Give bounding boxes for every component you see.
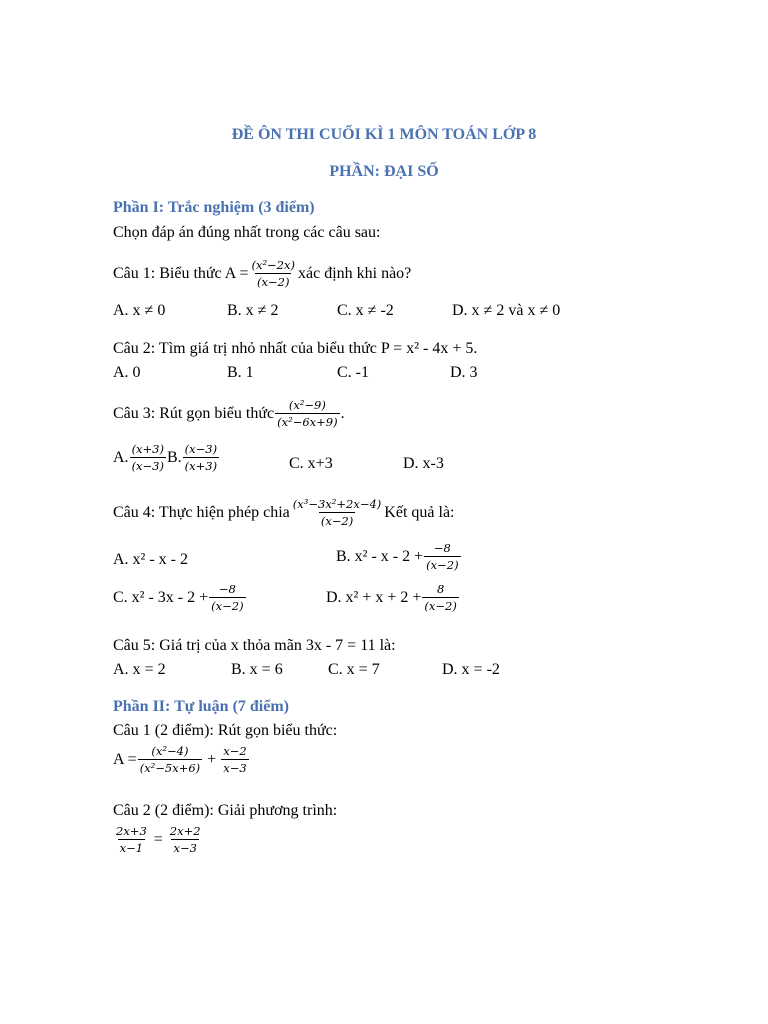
fraction-numerator: (x²−9) <box>288 398 326 412</box>
fraction-numerator: (x²−4) <box>151 744 189 758</box>
equation-fraction-2 <box>168 824 203 856</box>
fraction-numerator: 2x+2 <box>169 824 201 838</box>
q3-option-d: D. x-3 <box>403 455 444 472</box>
q4-option-d-text: D. x² + x + 2 + <box>326 588 422 606</box>
fraction-denominator: x−1 <box>119 841 144 856</box>
expression-fraction-1 <box>138 744 202 776</box>
fraction-numerator: (x³−3x²+2x−4) <box>292 497 382 511</box>
question-3 <box>113 398 345 430</box>
expression-prefix: A = <box>113 750 137 768</box>
question-4-suffix: Kết quả là: <box>384 503 455 521</box>
q4-option-b-fraction <box>424 541 460 573</box>
fraction-denominator: x−3 <box>223 761 247 776</box>
question-4-prefix: Câu 4: Thực hiện phép chia <box>113 503 290 521</box>
expression-fraction-2 <box>221 744 248 776</box>
fraction-numerator: 2x+3 <box>116 824 147 838</box>
question-3-fraction <box>275 398 339 430</box>
essay-question-2-equation <box>113 824 204 856</box>
q4-option-b-text: B. x² - x - 2 + <box>336 547 424 565</box>
q5-option-d: D. x = -2 <box>442 661 500 678</box>
question-1-fraction <box>249 258 297 290</box>
document-title: ĐỀ ÔN THI CUỐI KÌ 1 MÔN TOÁN LỚP 8 <box>231 126 537 143</box>
fraction-denominator: (x²−6x+9) <box>277 415 338 430</box>
q3-option-b-fraction <box>183 442 219 474</box>
q4-option-a: A. x² - x - 2 <box>113 551 189 568</box>
fraction-denominator: (x−2) <box>320 514 354 529</box>
question-4 <box>113 497 455 529</box>
q2-option-b: B. 1 <box>227 364 254 381</box>
q3-option-ab <box>113 442 220 474</box>
fraction-numerator: 8 <box>436 582 445 596</box>
q2-option-a: A. 0 <box>113 364 141 381</box>
q4-option-c-text: C. x² - 3x - 2 + <box>113 588 209 606</box>
q1-option-d: D. x ≠ 2 và x ≠ 0 <box>452 302 561 319</box>
fraction-numerator: x−2 <box>223 744 247 758</box>
q3-option-a-label: A. <box>113 448 129 466</box>
fraction-numerator: (x+3) <box>131 442 164 456</box>
q1-option-a: A. x ≠ 0 <box>113 302 166 319</box>
essay-question-1: Câu 1 (2 điểm): Rút gọn biểu thức: <box>113 722 338 739</box>
q2-option-c: C. -1 <box>337 364 369 381</box>
fraction-denominator: x−3 <box>173 841 197 856</box>
essay-question-1-expression <box>113 744 250 776</box>
fraction-numerator: (x−3) <box>184 442 218 456</box>
equation-operator: = <box>149 830 167 848</box>
part2-heading: Phần II: Tự luận (7 điểm) <box>113 698 290 715</box>
q5-option-a: A. x = 2 <box>113 661 166 678</box>
fraction-denominator: (x+3) <box>184 459 218 474</box>
question-2: Câu 2: Tìm giá trị nhỏ nhất của biểu thức P = x² - 4x + 5. <box>113 340 478 357</box>
essay-question-2: Câu 2 (2 điểm): Giải phương trình: <box>113 802 338 819</box>
fraction-denominator: (x−2) <box>211 599 244 614</box>
fraction-numerator: −8 <box>218 582 236 596</box>
fraction-denominator: (x−3) <box>131 459 164 474</box>
question-4-fraction <box>291 497 384 529</box>
q3-option-a-fraction <box>130 442 166 474</box>
question-1 <box>113 258 411 290</box>
q4-option-c <box>113 582 247 614</box>
fraction-numerator: −8 <box>433 541 451 555</box>
fraction-denominator: (x−2) <box>424 599 457 614</box>
fraction-denominator: (x²−5x+6) <box>139 761 201 776</box>
q4-option-d <box>326 582 460 614</box>
question-1-suffix: xác định khi nào? <box>297 264 412 282</box>
part1-heading: Phần I: Trắc nghiệm (3 điểm) <box>113 199 315 216</box>
question-3-suffix: . <box>340 404 345 422</box>
expression-operator: + <box>203 750 221 768</box>
q2-option-d: D. 3 <box>450 364 478 381</box>
fraction-denominator: (x−2) <box>257 275 290 290</box>
q1-option-c: C. x ≠ -2 <box>337 302 394 319</box>
q5-option-b: B. x = 6 <box>231 661 283 678</box>
fraction-denominator: (x−2) <box>426 558 459 573</box>
q3-option-b-label: B. <box>166 448 182 466</box>
q4-option-c-fraction <box>209 582 245 614</box>
q3-option-c: C. x+3 <box>289 455 333 472</box>
equation-fraction-1 <box>114 824 149 856</box>
fraction-numerator: (x²−2x) <box>251 258 295 272</box>
q4-option-d-fraction <box>422 582 458 614</box>
question-5: Câu 5: Giá trị của x thỏa mãn 3x - 7 = 11 là: <box>113 637 396 654</box>
question-1-prefix: Câu 1: Biểu thức A = <box>113 264 249 282</box>
question-3-prefix: Câu 3: Rút gọn biểu thức <box>113 404 275 422</box>
part1-instruction: Chọn đáp án đúng nhất trong các câu sau: <box>113 224 381 241</box>
document-subtitle: PHẦN: ĐẠI SỐ <box>329 163 439 180</box>
q1-option-b: B. x ≠ 2 <box>227 302 279 319</box>
q5-option-c: C. x = 7 <box>328 661 380 678</box>
q4-option-b <box>336 541 462 573</box>
